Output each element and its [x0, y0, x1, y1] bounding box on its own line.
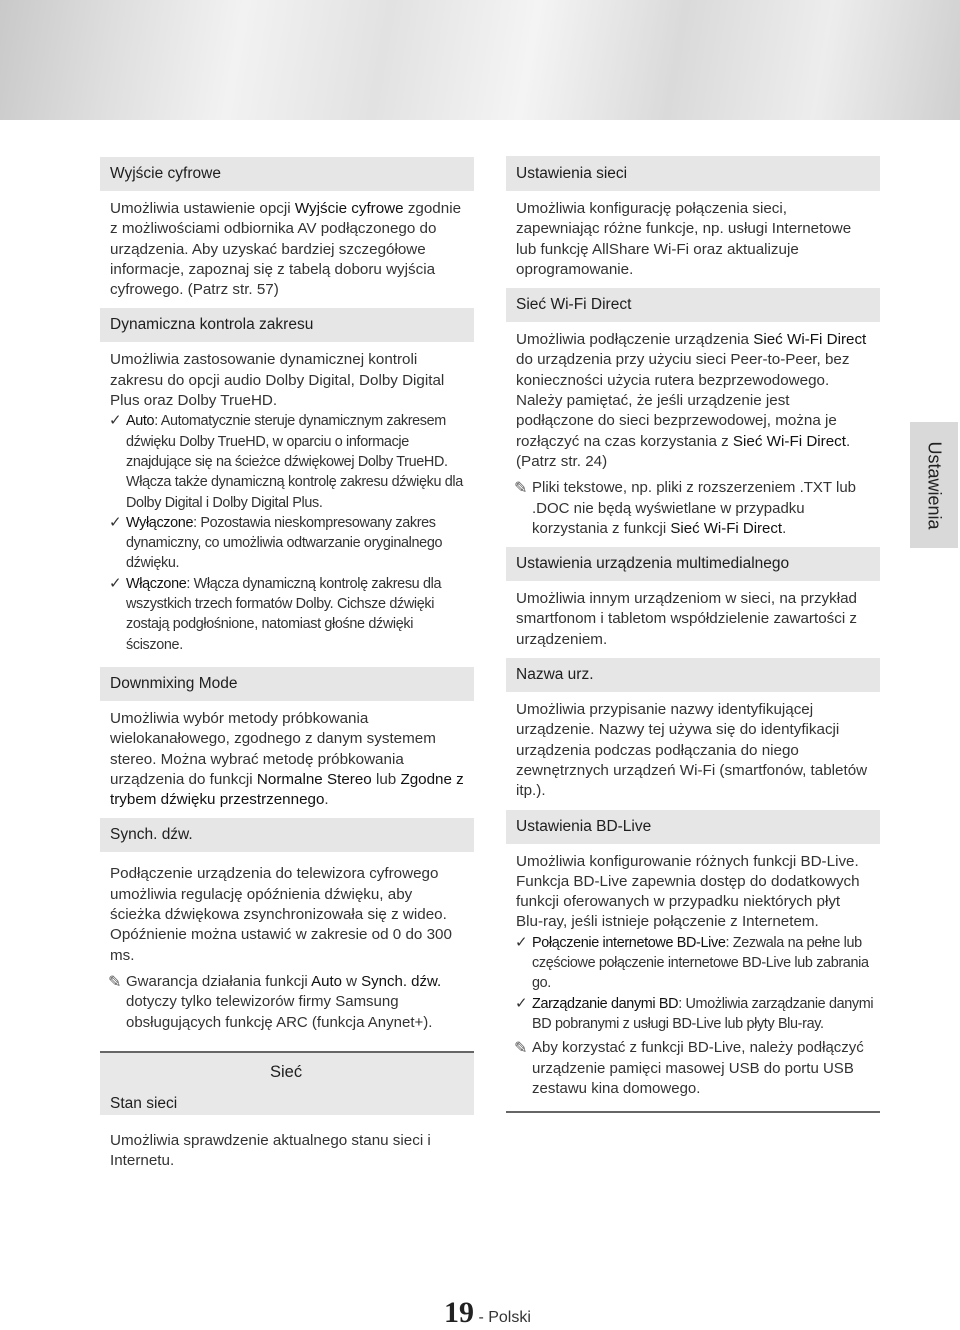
heading-ustawienia-sieci: Ustawienia sieci — [506, 156, 880, 191]
paragraph-downmixing-mode: Umożliwia wybór metody próbkowania wielokanałowego, zgodnego z danym systemem stereo. Można wybrać metodę próbkowania urządzenia do funkcji Normalne Stereo lub Zgodne z trybem dźwięku przestrzennego. — [110, 709, 464, 809]
section-title-siec: Sieć — [270, 1062, 303, 1081]
list-item-wlaczone: ✓ Włączone: Włącza dynamiczną kontrolę zakresu dla wszystkich trzech formatów Dolby. Cichsze dźwięki zostają podgłośnione, natomiast głośne dźwięki ściszone. — [109, 574, 442, 653]
heading-synch-dzw: Synch. dźw. — [100, 818, 474, 852]
paragraph-stan-sieci: Umożliwia sprawdzenie aktualnego stanu sieci i Internetu. — [110, 1131, 431, 1170]
check-icon: ✓ — [515, 933, 528, 951]
check-icon: ✓ — [109, 412, 122, 430]
right-column — [506, 156, 880, 1113]
list-item-zarzadzanie-danymi: ✓ Zarządzanie danymi BD: Umożliwia zarządzanie danymi BD pobranymi z usługi BD-Live lub płyty Blu-ray. — [515, 994, 874, 1032]
check-icon: ✓ — [109, 513, 122, 531]
list-item-polaczenie-internetowe: ✓ Połączenie internetowe BD-Live: Zezwala na pełne lub częściowe połączenie internetowe BD-Live lub zabrania go. — [515, 933, 869, 992]
left-column — [100, 157, 474, 1171]
paragraph-synch-dzw: Podłączenie urządzenia do telewizora cyfrowego umożliwia regulację opóźnienia dźwięku, aby ścieżka dźwiękowa zsynchronizowała się z wideo. Opóźnienie można ustawić w zakresie od 0 do 300 ms. — [110, 865, 452, 964]
heading-stan-sieci: Stan sieci — [110, 1094, 178, 1112]
footer-language: - Polski — [474, 1309, 531, 1326]
pencil-note-icon: ✎ — [108, 973, 122, 991]
paragraph-dynamiczna-kontrola: Umożliwia zastosowanie dynamicznej kontroli zakresu do opcji audio Dolby Digital, Dolby Digital Plus oraz Dolby TrueHD. — [110, 351, 445, 410]
heading-nazwa-urz: Nazwa urz. — [506, 658, 880, 692]
paragraph-ustawienia-sieci: Umożliwia konfigurację połączenia sieci, zapewniając różne funkcje, np. usługi Internetowe lub funkcję AllShare Wi-Fi oraz aktualizuje oprogramowanie. — [516, 200, 852, 278]
note-siec-wifi-direct: ✎ Pliki tekstowe, np. pliki z rozszerzeniem .TXT lub .DOC nie będą wyświetlane w przypadku korzystania z funkcji Sieć Wi-Fi Direct. — [514, 479, 857, 537]
pencil-note-icon: ✎ — [514, 1040, 528, 1058]
pencil-note-icon: ✎ — [514, 480, 528, 498]
paragraph-ustawienia-multimedialnego: Umożliwia innym urządzeniom w sieci, na przykład smartfonom i tabletom współdzielenie zawartości z urządzeniem. — [516, 590, 858, 648]
paragraph-nazwa-urz: Umożliwia przypisanie nazwy identyfikującej urządzenie. Nazwy tej używa się do identyfikacji urządzenia podczas podłączania do niego zewnętrznych urządzeń Wi-Fi (smartfonów, tabletów itp.). — [516, 701, 868, 800]
page-footer — [444, 1296, 531, 1330]
side-tab-ustawienia: Ustawienia — [910, 422, 958, 548]
paragraph-ustawienia-bd-live: Umożliwia konfigurowanie różnych funkcji BD-Live. Funkcja BD-Live zapewnia dostęp do dodatkowych funkcji oferowanych w przypadku niektórych płyt Blu-ray, jeśli istnieje połączenie z Internetem. — [516, 852, 860, 931]
paragraph-siec-wifi-direct: Umożliwia podłączenie urządzenia Sieć Wi-Fi Direct do urządzenia przy użyciu sieci Peer-to-Peer, bez konieczności użycia rutera bezprzewodowego. Należy pamiętać, że jeśli urządzenie jest podłączone do sieci bezprzewodowej, można je rozłączyć na czas korzystania z Sieć Wi-Fi Direct. (Patrz str. 24) — [516, 331, 867, 470]
paragraph-wyjscie-cyfrowe: Umożliwia ustawienie opcji Wyjście cyfrowe zgodnie z możliwościami odbiornika AV podłączonego do urządzenia. Aby uzyskać bardziej szczegółowe informacje, zapoznaj się z tabelą doboru wyjścia cyfrowego. (Patrz str. 57) — [110, 200, 462, 299]
section-divider — [506, 1111, 880, 1113]
page-number: 19 — [444, 1296, 474, 1329]
list-item-wylaczone: ✓ Wyłączone: Pozostawia nieskompresowany zakres dynamiczny, co umożliwia odtwarzanie oryginalnego dźwięku. — [109, 513, 443, 572]
heading-ustawienia-multimedialnego: Ustawienia urządzenia multimedialnego — [506, 547, 880, 581]
list-item-auto: ✓ Auto: Automatycznie steruje dynamicznym zakresem dźwięku Dolby TrueHD, w oparciu o informacje znajdujące się na ścieżce dźwiękowej Dolby TrueHD. Włącza także dynamiczną kontrolę zakresu dźwięku dla Dolby Digital i Dolby Digital Plus. — [109, 412, 463, 511]
section-siec — [100, 1051, 474, 1117]
check-icon: ✓ — [515, 994, 528, 1012]
heading-downmixing-mode: Downmixing Mode — [100, 667, 474, 701]
heading-siec-wifi-direct: Sieć Wi-Fi Direct — [506, 288, 880, 322]
note-synch-dzw: ✎ Gwarancja działania funkcji Auto w Synch. dźw. dotyczy tylko telewizorów firmy Samsung obsługujących funkcję ARC (funkcja Anynet+). — [108, 972, 442, 1031]
heading-ustawienia-bd-live: Ustawienia BD-Live — [506, 810, 880, 844]
note-bd-live: ✎ Aby korzystać z funkcji BD-Live, należy podłączyć urządzenie pamięci masowej USB do portu USB zestawu kina domowego. — [514, 1039, 864, 1097]
heading-dynamiczna-kontrola: Dynamiczna kontrola zakresu — [100, 308, 474, 342]
check-icon: ✓ — [109, 574, 122, 592]
heading-wyjscie-cyfrowe: Wyjście cyfrowe — [100, 157, 474, 191]
header-gradient-band — [0, 0, 960, 120]
